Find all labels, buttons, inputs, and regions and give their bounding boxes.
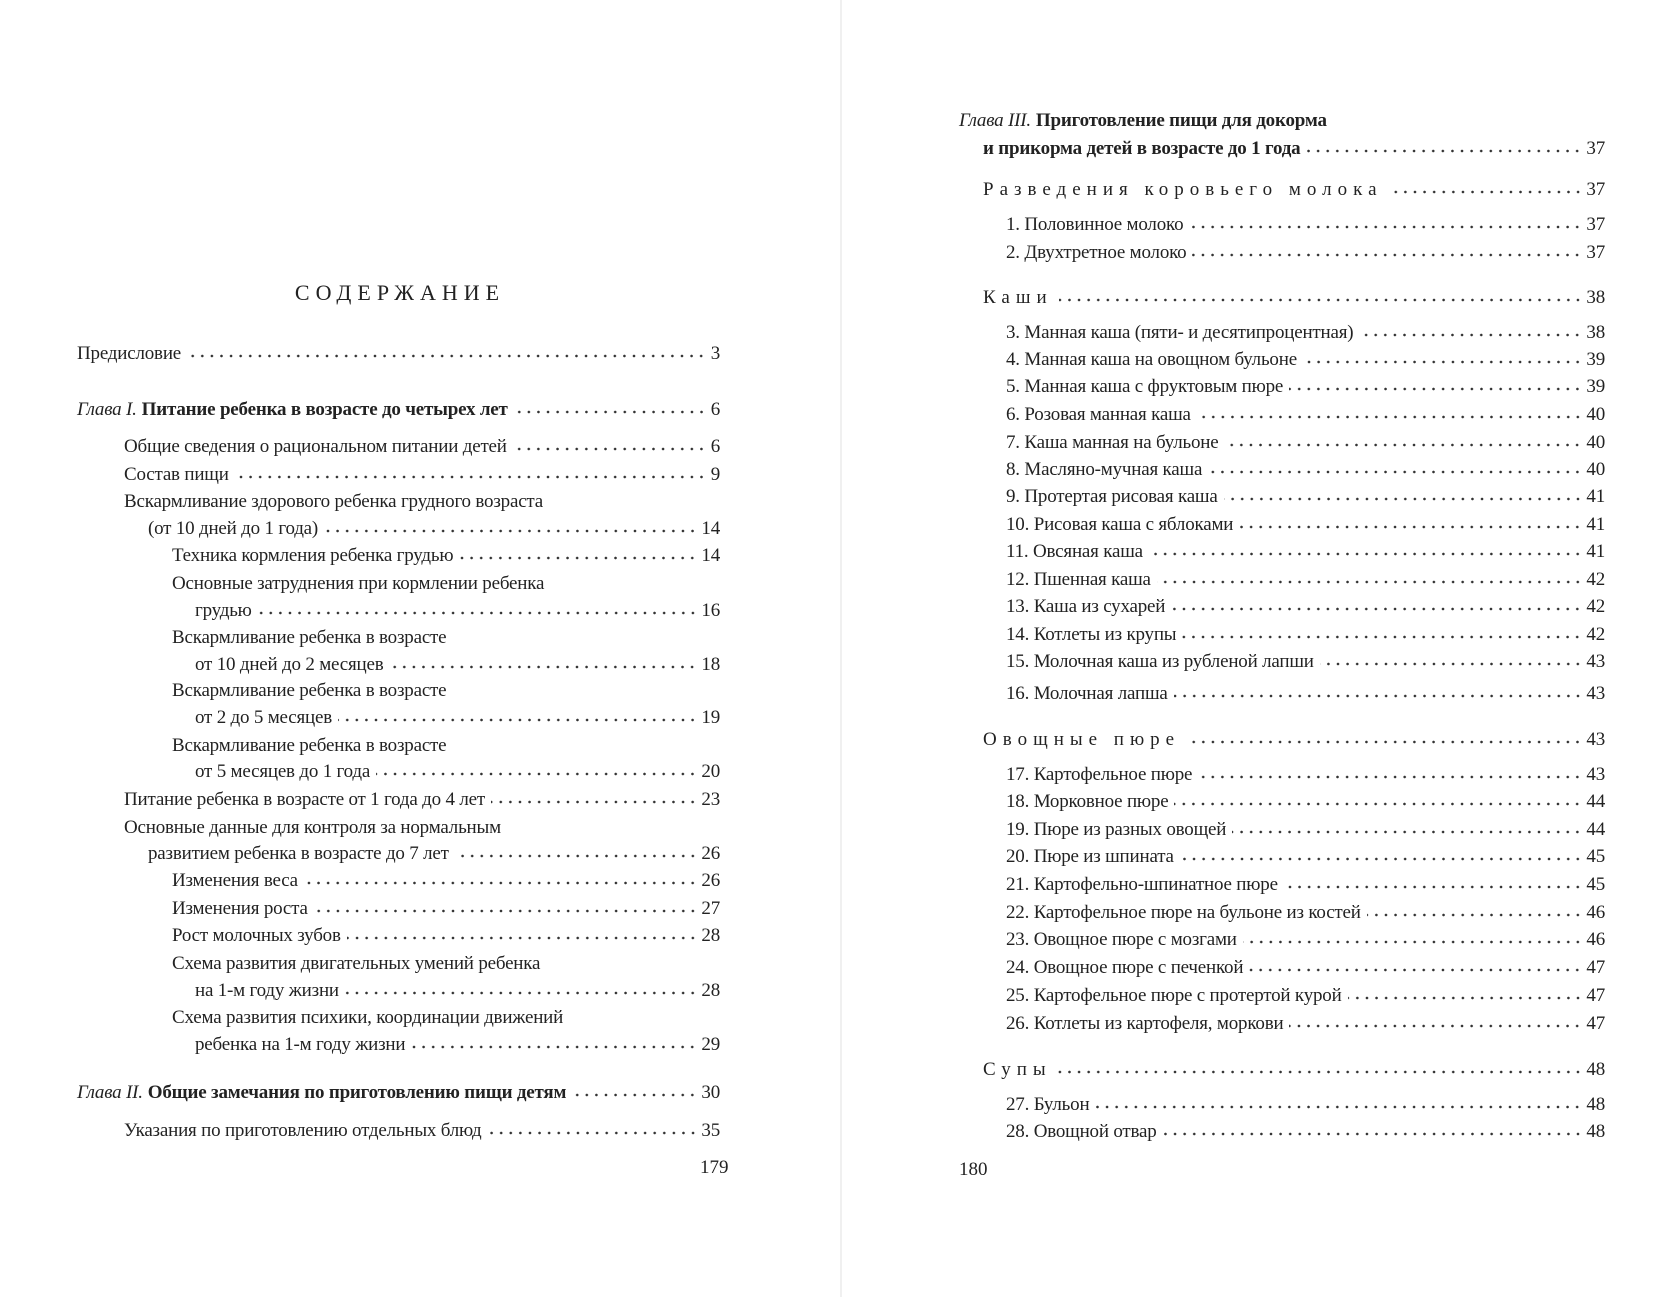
toc-entry: [195, 979, 720, 1003]
entry-title: 26. Котлеты из картофеля, моркови: [1006, 1013, 1284, 1034]
toc-entry: [1006, 431, 1605, 455]
entry-title: 11. Овсяная каша: [1006, 541, 1143, 562]
entry-title: 9. Протертая рисовая каша: [1006, 486, 1218, 507]
entry-title: Вскармливание здорового ребенка грудного возраста: [124, 491, 543, 512]
entry-title: Приготовление пищи для докорма: [1035, 110, 1327, 131]
entry-page-number: 35: [701, 1120, 720, 1141]
entry-title: 4. Манная каша на овощном бульоне: [1006, 349, 1297, 370]
entry-page-number: 45: [1586, 874, 1605, 895]
dot-leader: [1149, 551, 1583, 557]
toc-entry: [983, 286, 1605, 310]
dot-leader: [1232, 829, 1582, 835]
entry-title: Вскармливание ребенка в возрасте: [172, 627, 447, 648]
toc-entry: [1006, 321, 1605, 345]
toc-entry: [1006, 873, 1605, 897]
entry-title: ребенка на 1-м году жизни: [195, 1034, 406, 1055]
toc-entry: [124, 788, 720, 812]
dot-leader: [1174, 801, 1582, 807]
dot-leader: [411, 1044, 697, 1050]
toc-entry: [1006, 568, 1605, 592]
entry-title: Указания по приготовлению отдельных блюд: [124, 1120, 482, 1141]
entry-title: от 2 до 5 месяцев: [195, 707, 332, 728]
entry-page-number: 43: [1586, 764, 1605, 785]
dot-leader: [1303, 359, 1582, 365]
entry-title: Питание ребенка в возрасте от 1 года до 4 лет: [124, 789, 485, 810]
toc-entry: [1006, 818, 1605, 842]
dot-leader: [1306, 148, 1582, 154]
entry-title: и прикорма детей в возрасте до 1 года: [983, 138, 1301, 159]
entry-page-number: 48: [1586, 1059, 1605, 1080]
entry-title: 20. Пюре из шпината: [1006, 846, 1174, 867]
entry-title: 10. Рисовая каша с яблоками: [1006, 514, 1234, 535]
toc-entry: [1006, 513, 1605, 537]
toc-entry: [195, 653, 720, 677]
toc-entry: [172, 869, 720, 893]
entry-page-number: 42: [1586, 624, 1605, 645]
dot-leader: [1224, 442, 1582, 448]
toc-entry: [1006, 1093, 1605, 1117]
dot-leader: [514, 409, 706, 415]
toc-entry: [983, 137, 1605, 161]
entry-title: 21. Картофельно-шпинатное пюре: [1006, 874, 1278, 895]
entry-title: на 1-м году жизни: [195, 980, 339, 1001]
toc-entry: [983, 178, 1605, 202]
toc-entry: [195, 706, 720, 730]
entry-title: Изменения веса: [172, 870, 298, 891]
dot-leader: [455, 853, 698, 859]
entry-title: 1. Половинное молоко: [1006, 214, 1184, 235]
entry-page-number: 37: [1586, 242, 1605, 263]
entry-page-number: 38: [1586, 322, 1605, 343]
entry-page-number: 20: [701, 761, 720, 782]
dot-leader: [376, 771, 697, 777]
toc-entry: [1006, 928, 1605, 952]
entry-page-number: 47: [1586, 1013, 1605, 1034]
toc-entry: [172, 544, 720, 568]
dot-leader: [338, 717, 697, 723]
dot-leader: [1174, 693, 1583, 699]
entry-title: 25. Картофельное пюре с протертой курой: [1006, 985, 1342, 1006]
dot-leader: [1348, 995, 1583, 1001]
dot-leader: [187, 353, 706, 359]
toc-entry: [1006, 241, 1605, 265]
entry-page-number: 40: [1586, 404, 1605, 425]
entry-page-number: 26: [701, 870, 720, 891]
dot-leader: [459, 555, 697, 561]
entry-page-number: 16: [701, 600, 720, 621]
toc-entry: [1006, 682, 1605, 706]
dot-leader: [1284, 884, 1583, 890]
entry-page-number: 6: [710, 436, 720, 457]
entry-page-number: 6: [710, 399, 720, 420]
toc-entry: [1006, 763, 1605, 787]
toc-entry: [983, 1058, 1605, 1082]
toc-entry: [1006, 375, 1605, 399]
entry-page-number: 28: [701, 925, 720, 946]
toc-entry: [124, 463, 720, 487]
dot-leader: [235, 474, 706, 480]
dot-leader: [1059, 297, 1583, 303]
entry-title: Общие сведения о рациональном питании детей: [124, 436, 507, 457]
entry-title: 18. Морковное пюре: [1006, 791, 1169, 812]
entry-page-number: 39: [1586, 349, 1605, 370]
entry-page-number: 28: [701, 980, 720, 1001]
dot-leader: [324, 528, 697, 534]
entry-page-number: 41: [1586, 541, 1605, 562]
entry-page-number: 47: [1586, 985, 1605, 1006]
toc-entry: [1006, 790, 1605, 814]
entry-title: 6. Розовая манная каша: [1006, 404, 1191, 425]
dot-leader: [572, 1092, 697, 1098]
dot-leader: [1198, 774, 1582, 780]
entry-title: 3. Манная каша (пяти- и десятипроцентная): [1006, 322, 1354, 343]
entry-page-number: 37: [1586, 214, 1605, 235]
dot-leader: [488, 1130, 698, 1136]
dot-leader: [1180, 856, 1583, 862]
dot-leader: [1249, 967, 1582, 973]
entry-page-number: 40: [1586, 459, 1605, 480]
chapter-label: Глава II.: [77, 1082, 143, 1103]
entry-title: Питание ребенка в возрасте до четырех лет: [141, 399, 508, 420]
toc-entry: [124, 1119, 720, 1143]
entry-title: 16. Молочная лапша: [1006, 683, 1168, 704]
entry-page-number: 23: [701, 789, 720, 810]
entry-page-number: 29: [701, 1034, 720, 1055]
entry-title: Схема развития двигательных умений ребенка: [172, 953, 541, 974]
toc-entry: [148, 517, 720, 541]
dot-leader: [347, 935, 698, 941]
entry-page-number: 18: [701, 654, 720, 675]
toc-entry: [172, 626, 446, 650]
entry-page-number: 38: [1586, 287, 1605, 308]
entry-title: Состав пищи: [124, 464, 229, 485]
entry-title: от 10 дней до 2 месяцев: [195, 654, 384, 675]
toc-entry: [195, 1033, 720, 1057]
dot-leader: [1197, 414, 1583, 420]
entry-title: Супы: [983, 1059, 1052, 1080]
entry-title: от 5 месяцев до 1 года: [195, 761, 371, 782]
toc-entry: [172, 952, 540, 976]
entry-title: развитием ребенка в возрасте до 7 лет: [148, 843, 449, 864]
entry-title: Овощные пюре: [983, 729, 1181, 750]
toc-entry: [172, 679, 446, 703]
entry-title: 7. Каша манная на бульоне: [1006, 432, 1219, 453]
entry-page-number: 14: [701, 545, 720, 566]
entry-page-number: 41: [1586, 486, 1605, 507]
entry-title: 17. Картофельное пюре: [1006, 764, 1193, 785]
entry-title: 8. Масляно-мучная каша: [1006, 459, 1203, 480]
entry-page-number: 44: [1586, 819, 1605, 840]
toc-entry: [1006, 901, 1605, 925]
toc-entry: [124, 816, 501, 840]
entry-title: 12. Пшенная каша: [1006, 569, 1151, 590]
entry-title: 14. Котлеты из крупы: [1006, 624, 1177, 645]
entry-title: 24. Овощное пюре с печенкой: [1006, 957, 1244, 978]
entry-page-number: 43: [1586, 683, 1605, 704]
entry-title: Вскармливание ребенка в возрасте: [172, 680, 447, 701]
entry-title: Каши: [983, 287, 1053, 308]
entry-title: Схема развития психики, координации движений: [172, 1007, 564, 1028]
entry-page-number: 42: [1586, 569, 1605, 590]
entry-title: (от 10 дней до 1 года): [148, 518, 319, 539]
toc-entry: [1006, 485, 1605, 509]
dot-leader: [1058, 1069, 1583, 1075]
entry-title: Изменения роста: [172, 898, 308, 919]
entry-page-number: 40: [1586, 432, 1605, 453]
entry-title: 2. Двухтретное молоко: [1006, 242, 1187, 263]
entry-title: 22. Картофельное пюре на бульоне из костей: [1006, 902, 1361, 923]
dot-leader: [314, 908, 698, 914]
entry-page-number: 43: [1586, 729, 1605, 750]
dot-leader: [1359, 332, 1582, 338]
entry-page-number: 42: [1586, 596, 1605, 617]
contents-title: СОДЕРЖАНИЕ: [294, 280, 506, 305]
dot-leader: [304, 880, 697, 886]
entry-title: 13. Каша из сухарей: [1006, 596, 1166, 617]
entry-title: 5. Манная каша с фруктовым пюре: [1006, 376, 1284, 397]
toc-entry: [1006, 458, 1605, 482]
chapter-label: Глава I.: [77, 399, 137, 420]
chapter-label: Глава III.: [959, 110, 1031, 131]
entry-page-number: 48: [1586, 1094, 1605, 1115]
entry-title: Рост молочных зубов: [172, 925, 341, 946]
toc-entry: [1006, 845, 1605, 869]
entry-page-number: 27: [701, 898, 720, 919]
entry-page-number: 48: [1586, 1121, 1605, 1142]
toc-entry: [959, 109, 1327, 133]
entry-page-number: 3: [710, 343, 720, 364]
dot-leader: [513, 446, 706, 452]
toc-entry: [1006, 213, 1605, 237]
toc-entry: [1006, 956, 1605, 980]
entry-page-number: 37: [1586, 179, 1605, 200]
dot-leader: [1289, 1023, 1582, 1029]
toc-entry: [195, 760, 720, 784]
page-number: 180: [959, 1159, 988, 1180]
entry-page-number: 19: [701, 707, 720, 728]
toc-entry: [124, 490, 543, 514]
toc-entry: [1006, 984, 1605, 1008]
dot-leader: [389, 664, 697, 670]
toc-entry: [1006, 348, 1605, 372]
entry-title: Предисловие: [77, 343, 182, 364]
toc-entry: [1006, 650, 1605, 674]
toc-entry: [172, 572, 544, 596]
toc-entry: [1006, 1120, 1605, 1144]
toc-entry: [148, 842, 720, 866]
entry-title: 27. Бульон: [1006, 1094, 1090, 1115]
dot-leader: [345, 990, 698, 996]
entry-title: 28. Овощной отвар: [1006, 1121, 1157, 1142]
toc-entry: [77, 1081, 720, 1105]
toc-entry: [77, 398, 720, 422]
toc-entry: [172, 924, 720, 948]
entry-page-number: 44: [1586, 791, 1605, 812]
dot-leader: [1186, 739, 1582, 745]
dot-leader: [1171, 606, 1582, 612]
entry-title: Разведения коровьего молока: [983, 179, 1383, 200]
dot-leader: [1289, 386, 1582, 392]
entry-page-number: 45: [1586, 846, 1605, 867]
entry-page-number: 47: [1586, 957, 1605, 978]
entry-page-number: 26: [701, 843, 720, 864]
entry-page-number: 41: [1586, 514, 1605, 535]
dot-leader: [1243, 939, 1583, 945]
dot-leader: [1182, 634, 1582, 640]
entry-title: грудью: [195, 600, 252, 621]
entry-title: 19. Пюре из разных овощей: [1006, 819, 1227, 840]
toc-entry: [983, 728, 1605, 752]
entry-page-number: 14: [701, 518, 720, 539]
toc-entry: [1006, 595, 1605, 619]
dot-leader: [1163, 1131, 1583, 1137]
entry-page-number: 37: [1586, 138, 1605, 159]
dot-leader: [1320, 661, 1583, 667]
entry-title: Основные затруднения при кормлении ребенка: [172, 573, 545, 594]
entry-title: Основные данные для контроля за нормальным: [124, 817, 501, 838]
toc-entry: [1006, 1012, 1605, 1036]
dot-leader: [1208, 469, 1582, 475]
dot-leader: [1224, 496, 1583, 502]
toc-entry: [77, 342, 720, 366]
entry-title: 15. Молочная каша из рубленой лапши: [1006, 651, 1314, 672]
entry-title: Вскармливание ребенка в возрасте: [172, 735, 447, 756]
toc-entry: [124, 435, 720, 459]
dot-leader: [491, 799, 697, 805]
dot-leader: [1157, 579, 1583, 585]
dot-leader: [1389, 189, 1583, 195]
entry-title: Техника кормления ребенка грудью: [172, 545, 454, 566]
dot-leader: [1367, 912, 1583, 918]
toc-entry: [1006, 403, 1605, 427]
entry-title: Общие замечания по приготовлению пищи детям: [147, 1082, 567, 1103]
dot-leader: [1095, 1104, 1582, 1110]
page-number: 179: [700, 1157, 729, 1178]
dot-leader: [258, 610, 698, 616]
toc-entry: [195, 599, 720, 623]
entry-page-number: 46: [1586, 929, 1605, 950]
dot-leader: [1239, 524, 1582, 530]
toc-entry: [172, 897, 720, 921]
toc-entry: [172, 734, 446, 758]
entry-page-number: 46: [1586, 902, 1605, 923]
entry-page-number: 9: [710, 464, 720, 485]
entry-title: 23. Овощное пюре с мозгами: [1006, 929, 1237, 950]
right-page: [842, 0, 1667, 1297]
toc-entry: [1006, 623, 1605, 647]
toc-entry: [172, 1006, 563, 1030]
entry-page-number: 30: [701, 1082, 720, 1103]
entry-page-number: 39: [1586, 376, 1605, 397]
dot-leader: [1189, 224, 1582, 230]
entry-page-number: 43: [1586, 651, 1605, 672]
toc-entry: [1006, 540, 1605, 564]
dot-leader: [1192, 252, 1582, 258]
